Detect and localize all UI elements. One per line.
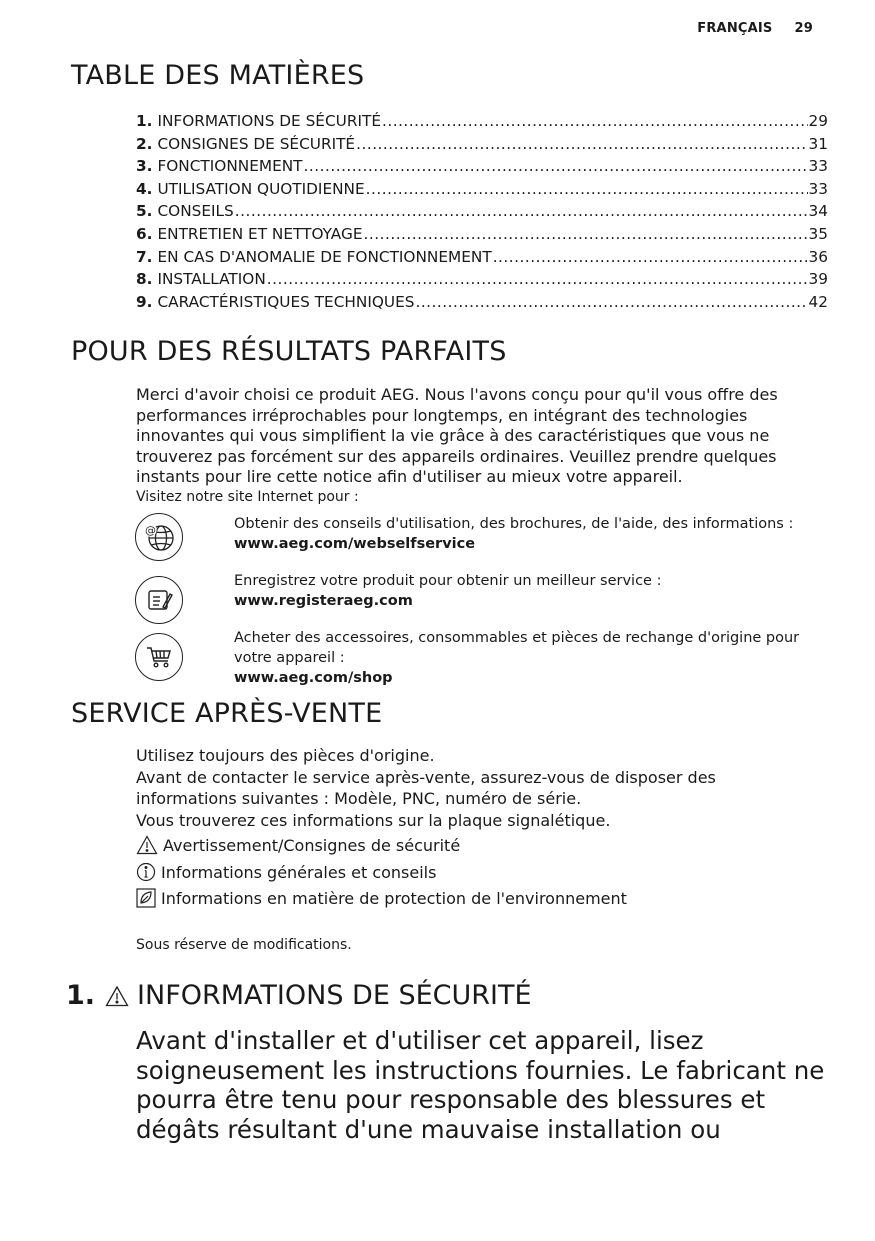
safety-section-heading xyxy=(66,980,532,1011)
info-circle-icon xyxy=(136,862,156,882)
toc-entry-page: 39 xyxy=(808,270,828,289)
toc-entry[interactable] xyxy=(136,155,828,178)
toc-entry-page: 29 xyxy=(808,112,828,130)
page-header xyxy=(697,21,813,36)
toc-entry[interactable] xyxy=(136,246,828,269)
toc-entry[interactable] xyxy=(136,178,828,201)
modification-notice: Sous réserve de modifications. xyxy=(136,937,352,953)
globe-at-icon xyxy=(135,513,183,561)
link-description: Enregistrez votre produit pour obtenir un meilleur service : xyxy=(234,573,662,589)
toc-entry[interactable] xyxy=(136,223,828,246)
link-shop xyxy=(234,628,824,688)
legend-warning xyxy=(136,835,460,855)
link-webselfservice xyxy=(234,514,824,554)
toc-entry[interactable] xyxy=(136,110,828,133)
toc-entry-title: CONSEILS xyxy=(157,202,234,221)
toc-leader-dots xyxy=(493,246,808,269)
toc-entry-page: 33 xyxy=(808,179,828,198)
toc-entry[interactable] xyxy=(136,200,828,223)
toc-entry[interactable] xyxy=(136,291,828,314)
service-line: informations suivantes : Modèle, PNC, numéro de série. xyxy=(136,789,582,808)
service-line: Utilisez toujours des pièces d'origine. xyxy=(136,746,435,765)
register-form-icon xyxy=(135,576,183,624)
visit-website-text: Visitez notre site Internet pour : xyxy=(136,489,359,505)
toc-entry[interactable] xyxy=(136,268,828,291)
legend-text: Informations en matière de protection de l'environnement xyxy=(161,888,627,908)
service-text xyxy=(136,745,856,831)
toc-entry-number: 7. xyxy=(136,247,153,266)
environment-leaf-icon xyxy=(136,888,156,908)
service-section-title: SERVICE APRÈS-VENTE xyxy=(71,698,383,729)
service-line: Avant de contacter le service après-vente, assurez-vous de disposer des xyxy=(136,767,716,787)
toc-entry-title: INSTALLATION xyxy=(157,270,266,289)
toc-entry-number: 8. xyxy=(136,270,153,289)
toc-entry-title: ENTRETIEN ET NETTOYAGE xyxy=(157,224,363,243)
toc-entry-page: 31 xyxy=(808,134,828,153)
section-title: INFORMATIONS DE SÉCURITÉ xyxy=(137,980,532,1011)
section-number: 1. xyxy=(66,980,96,1011)
webselfservice-link[interactable]: www.aeg.com/webselfservice xyxy=(234,536,476,552)
toc-entry-page: 42 xyxy=(808,292,828,311)
link-description: Obtenir des conseils d'utilisation, des brochures, de l'aide, des informations : xyxy=(234,516,794,532)
toc-title: TABLE DES MATIÈRES xyxy=(71,60,365,91)
page-number: 29 xyxy=(794,21,813,36)
toc-leader-dots xyxy=(415,291,807,314)
toc-entry-title: UTILISATION QUOTIDIENNE xyxy=(157,179,365,198)
svg-text:@: @ xyxy=(145,524,156,537)
toc-leader-dots xyxy=(304,155,808,178)
results-section-title: POUR DES RÉSULTATS PARFAITS xyxy=(71,336,507,367)
results-intro: Merci d'avoir choisi ce produit AEG. Nous l'avons conçu pour qu'il vous offre des performances irréprochables pour longtemps, en intégrant des technologies innovantes qui vous simplifient la vie grâce à des caractéristiques que vous ne trouverez pas forcément sur des appareils ordinaires. Veuillez prendre quelques instants pour lire cette notice afin d'utiliser au mieux votre appareil. xyxy=(136,385,778,487)
toc-entry-number: 3. xyxy=(136,157,153,176)
toc-entry-number: 6. xyxy=(136,224,153,243)
toc-entry-title: CONSIGNES DE SÉCURITÉ xyxy=(157,134,356,153)
toc-leader-dots xyxy=(267,268,808,291)
toc-leader-dots xyxy=(366,178,808,201)
toc-entry-title: FONCTIONNEMENT xyxy=(157,157,303,176)
toc-entry-title: EN CAS D'ANOMALIE DE FONCTIONNEMENT xyxy=(157,247,492,266)
link-register xyxy=(234,571,824,611)
toc-entry-page: 36 xyxy=(808,247,828,266)
warning-triangle-icon xyxy=(136,835,158,855)
toc-entry-number: 4. xyxy=(136,179,153,198)
safety-intro: Avant d'installer et d'utiliser cet appareil, lisez soigneusement les instructions fournies. Le fabricant ne pourra être tenu pour responsable des blessures et dégâts résultant d'une mauvaise installation ou xyxy=(136,1026,825,1144)
toc-leader-dots xyxy=(364,223,808,246)
toc-entry[interactable] xyxy=(136,133,828,156)
toc-entry-page: 33 xyxy=(808,157,828,176)
toc-entry-number: 2. xyxy=(136,134,153,153)
link-description: Acheter des accessoires, consommables et pièces de rechange d'origine pour votre appareil : xyxy=(234,630,800,666)
toc-entry-number: 9. xyxy=(136,292,153,311)
shop-link[interactable]: www.aeg.com/shop xyxy=(234,670,393,686)
toc-entry-page: 35 xyxy=(808,224,828,243)
table-of-contents xyxy=(136,110,828,313)
service-line: Vous trouverez ces informations sur la plaque signalétique. xyxy=(136,810,611,830)
toc-entry-title: INFORMATIONS DE SÉCURITÉ xyxy=(157,112,381,130)
legend-info xyxy=(136,862,436,882)
legend-text: Avertissement/Consignes de sécurité xyxy=(163,835,461,855)
toc-leader-dots xyxy=(382,110,808,133)
shopping-cart-icon xyxy=(135,633,183,681)
toc-leader-dots xyxy=(235,200,808,223)
toc-entry-number: 1. xyxy=(136,112,153,130)
toc-leader-dots xyxy=(356,133,807,156)
toc-entry-number: 5. xyxy=(136,202,153,221)
register-link[interactable]: www.registeraeg.com xyxy=(234,593,413,609)
legend-environment xyxy=(136,888,627,908)
legend-text: Informations générales et conseils xyxy=(161,862,437,882)
warning-triangle-icon xyxy=(105,985,129,1007)
language-label: FRANÇAIS xyxy=(697,21,773,36)
toc-entry-title: CARACTÉRISTIQUES TECHNIQUES xyxy=(157,292,415,311)
toc-entry-page: 34 xyxy=(808,202,828,221)
